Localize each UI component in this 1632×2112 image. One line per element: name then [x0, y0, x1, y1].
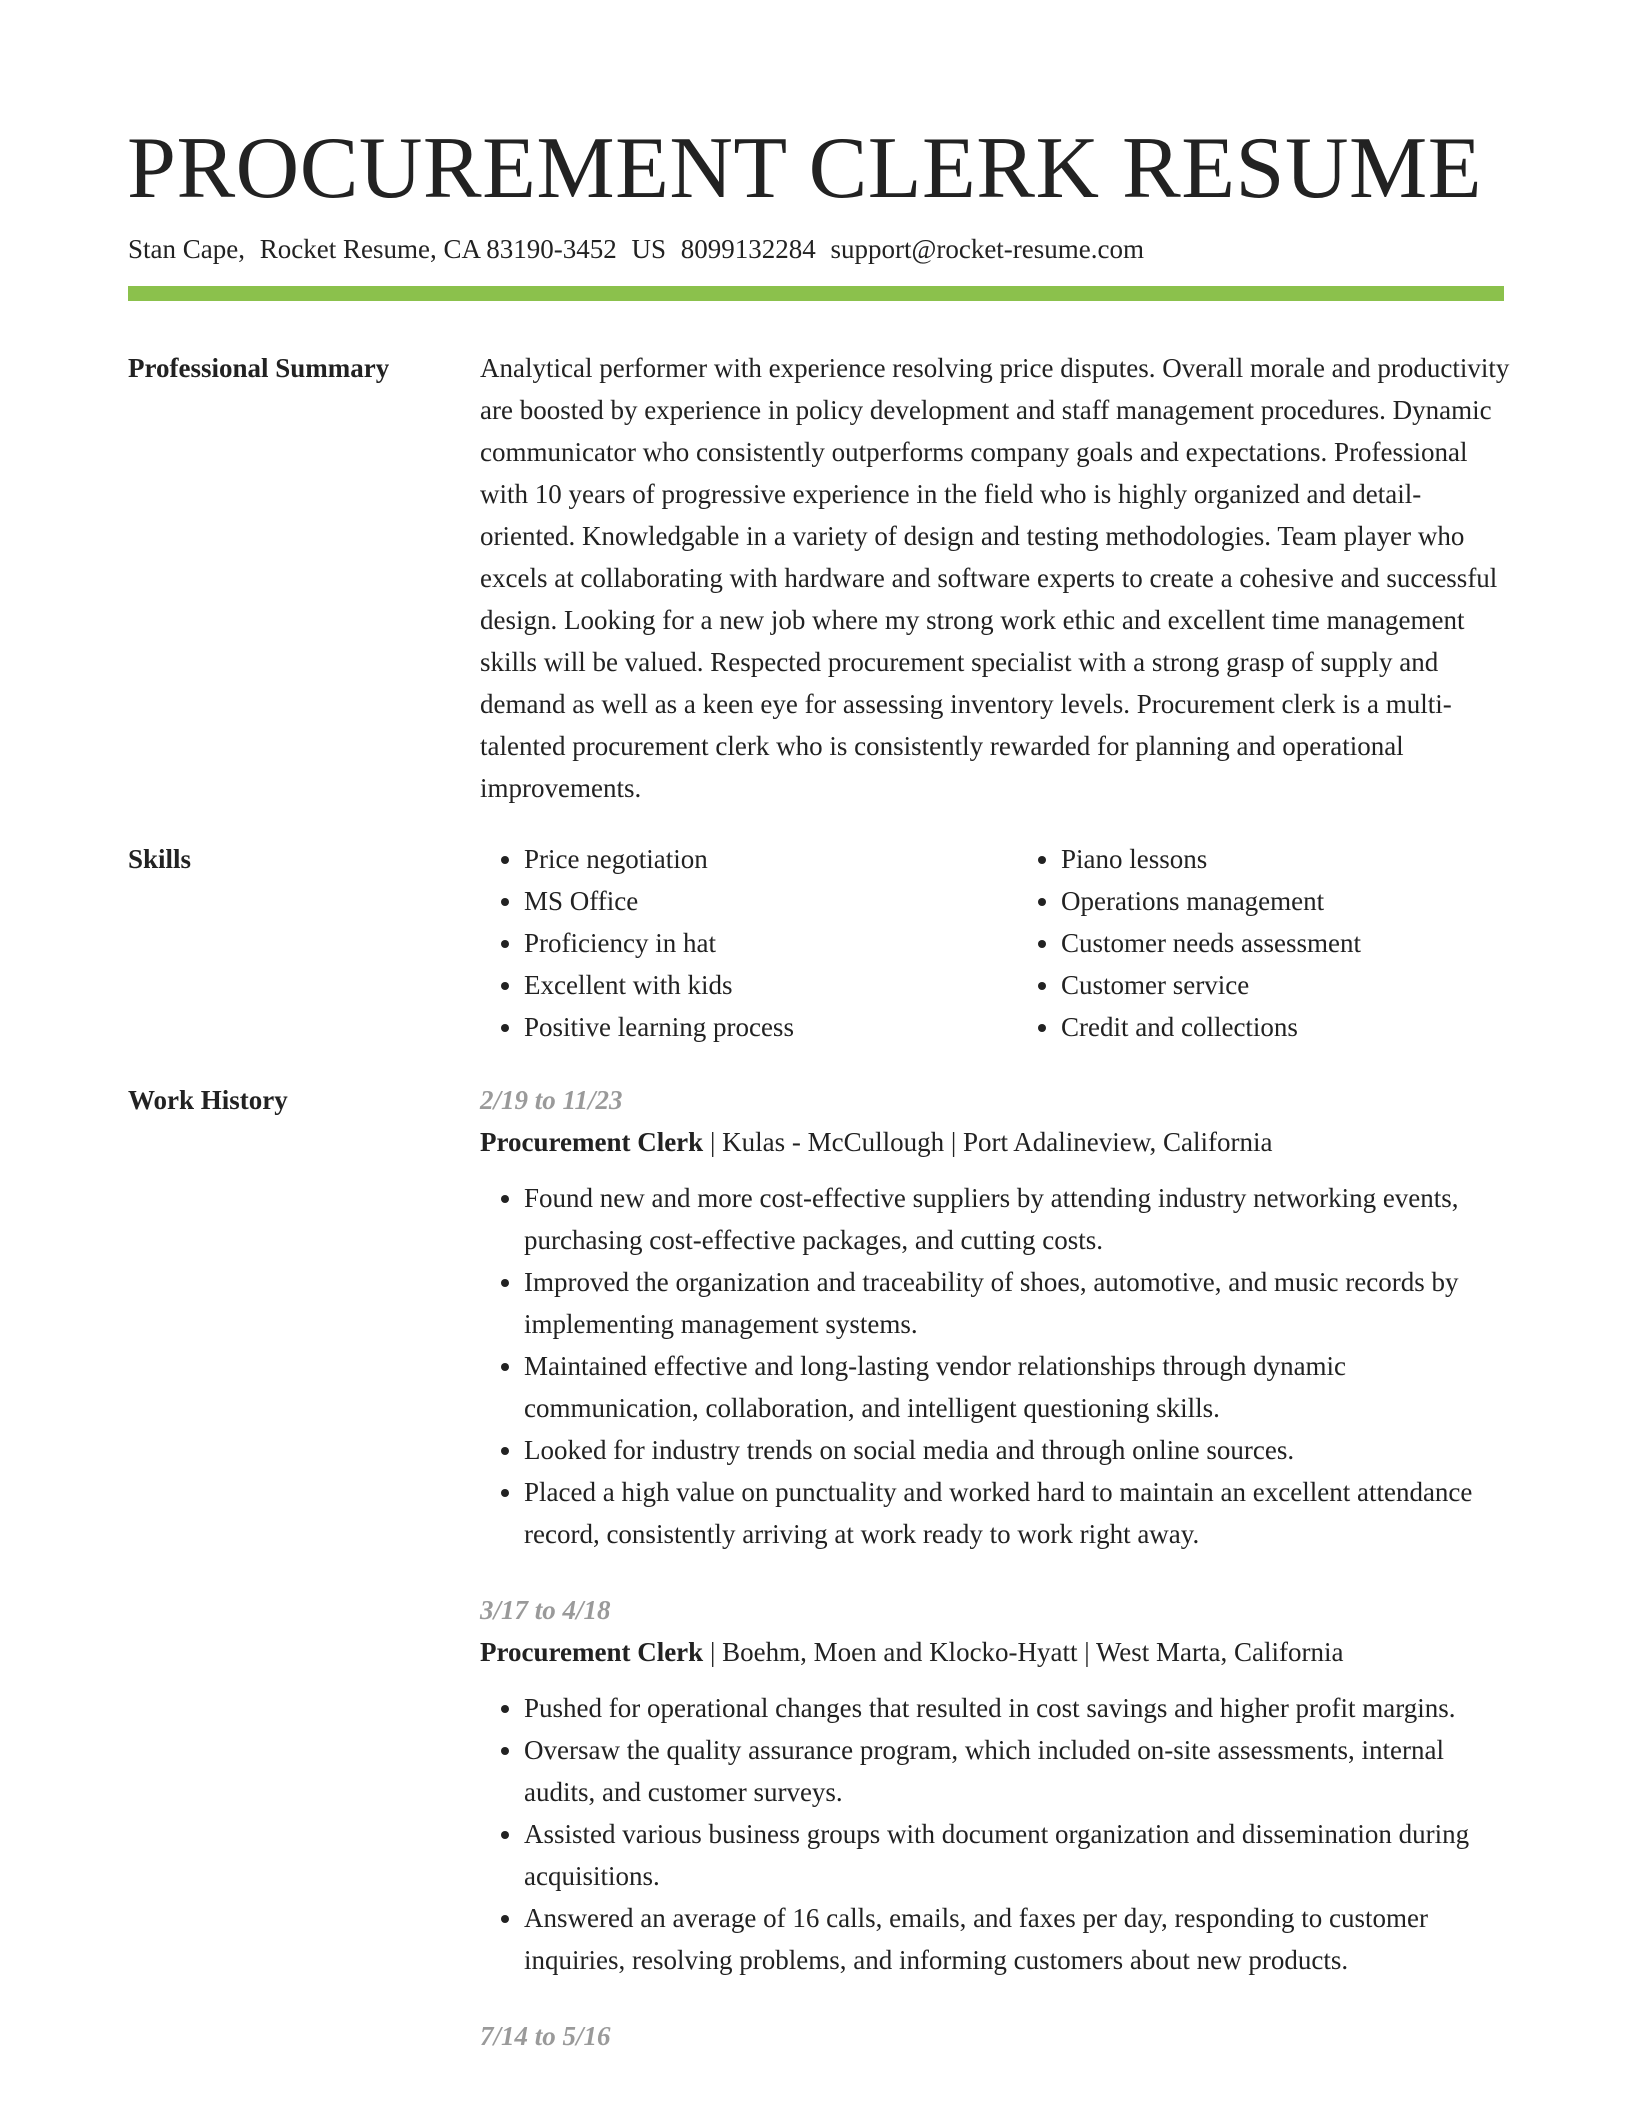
job-company: Boehm, Moen and Klocko-Hyatt: [722, 1637, 1078, 1667]
skill-item: • MS Office: [524, 880, 973, 922]
work-history-body: [480, 1079, 1510, 2091]
contact-city-state: Rocket Resume, CA 83190-3452: [259, 234, 617, 264]
skill-item: • Piano lessons: [1061, 838, 1510, 880]
contact-email: support@rocket-resume.com: [830, 234, 1145, 264]
contact-person: Stan Cape,: [128, 234, 245, 264]
job-bullet: • Maintained effective and long-lasting vendor relationships through dynamic communication, collaboration, and intelligent questioning skills.: [524, 1345, 1510, 1429]
job-dates: 7/14 to 5/16: [480, 2021, 611, 2051]
job-bullet: • Improved the organization and traceability of shoes, automotive, and music records by implementing management systems.: [524, 1261, 1510, 1345]
job-bullet: • Answered an average of 16 calls, emails, and faxes per day, responding to customer inquiries, resolving problems, and informing customers about new products.: [524, 1897, 1510, 1981]
skill-item: • Operations management: [1061, 880, 1510, 922]
skills-list-right: [1017, 838, 1510, 1048]
job-location: Port Adalineview, California: [963, 1127, 1273, 1157]
job-bullet: • Found new and more cost-effective suppliers by attending industry networking events, purchasing cost-effective packages, and cutting costs.: [524, 1177, 1510, 1261]
job-heading: [480, 1631, 1510, 1673]
job-separator: |: [1077, 1637, 1096, 1667]
job-separator: |: [703, 1127, 723, 1157]
job-title: Procurement Clerk: [480, 1127, 704, 1157]
contact-country: US: [631, 234, 666, 264]
job-entry: [480, 1589, 1510, 1981]
job-bullet: • Looked for industry trends on social media and through online sources.: [524, 1429, 1510, 1471]
summary-body: [480, 347, 1510, 809]
job-heading: [480, 1121, 1510, 1163]
contact-line: [128, 232, 1144, 266]
skill-item: • Customer service: [1061, 964, 1510, 1006]
job-dates: 3/17 to 4/18: [480, 1595, 611, 1625]
job-separator: |: [703, 1637, 723, 1667]
job-bullet: • Placed a high value on punctuality and worked hard to maintain an excellent attendance record, consistently arriving at work ready to work right away.: [524, 1471, 1510, 1555]
job-separator: |: [944, 1127, 963, 1157]
job-dates: 2/19 to 11/23: [480, 1085, 623, 1115]
skill-item: • Proficiency in hat: [524, 922, 973, 964]
skills-label: Skills: [128, 844, 192, 874]
resume-title: PROCUREMENT CLERK RESUME: [127, 120, 1482, 217]
job-location: West Marta, California: [1095, 1637, 1344, 1667]
job-bullets: [480, 1687, 1510, 1981]
work-history-label: Work History: [128, 1085, 288, 1115]
skill-item: • Price negotiation: [524, 838, 973, 880]
job-bullet: • Oversaw the quality assurance program, which included on-site assessments, internal audits, and customer surveys.: [524, 1729, 1510, 1813]
skill-item: • Customer needs assessment: [1061, 922, 1510, 964]
job-entry: [480, 2015, 1510, 2057]
summary-text: Analytical performer with experience resolving price disputes. Overall morale and productivity are boosted by experience in policy development and staff management procedures. Dynamic communicator who consistently outperforms company goals and expectations. Professional with 10 years of progressive experience in the field who is highly organized and detail-oriented. Knowledgable in a variety of design and testing methodologies. Team player who excels at collaborating with hardware and software experts to create a cohesive and successful design. Looking for a new job where my strong work ethic and excellent time management skills will be valued. Respected procurement specialist with a strong grasp of supply and demand as well as a keen eye for assessing inventory levels. Procurement clerk is a multi-talented procurement clerk who is consistently rewarded for planning and operational improvements.: [480, 353, 1510, 803]
job-company: Kulas - McCullough: [722, 1127, 945, 1157]
header-divider: [128, 286, 1504, 301]
contact-phone: 8099132284: [680, 234, 816, 264]
job-entry: [480, 1079, 1510, 1555]
skills-list-left: [480, 838, 973, 1048]
summary-label: Professional Summary: [128, 353, 390, 383]
job-title: Procurement Clerk: [480, 1637, 704, 1667]
job-bullet: • Pushed for operational changes that resulted in cost savings and higher profit margins.: [524, 1687, 1510, 1729]
skill-item: • Positive learning process: [524, 1006, 973, 1048]
skill-item: • Excellent with kids: [524, 964, 973, 1006]
job-bullets: [480, 1177, 1510, 1555]
job-bullet: • Assisted various business groups with document organization and dissemination during acquisitions.: [524, 1813, 1510, 1897]
skills-columns: [480, 838, 1510, 1048]
skill-item: • Credit and collections: [1061, 1006, 1510, 1048]
